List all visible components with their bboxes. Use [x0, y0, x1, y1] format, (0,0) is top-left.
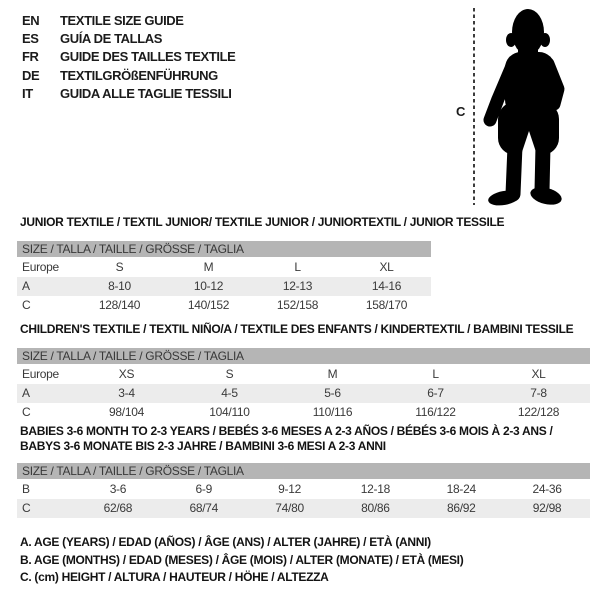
table-row [17, 480, 590, 499]
section-heading: CHILDREN'S TEXTILE / TEXTIL NIÑO/A / TEXTILE DES ENFANTS / KINDERTEXTIL / BAMBINI TESSILE [20, 322, 574, 336]
language-code: FR [22, 49, 39, 65]
size-table [17, 348, 590, 422]
size-cell: 68/74 [189, 501, 218, 515]
size-cell: 12-18 [360, 482, 390, 496]
size-cell: 140/152 [187, 298, 230, 312]
size-cell: M [203, 260, 214, 274]
guide-title: GUIDE DES TAILLES TEXTILE [60, 49, 236, 65]
size-cell: 74/80 [275, 501, 304, 515]
size-cell: M [327, 367, 338, 381]
legend-line: C. (cm) HEIGHT / ALTURA / HAUTEUR / HÖHE / ALTEZZA [20, 570, 329, 585]
size-cell: 5-6 [324, 386, 341, 400]
size-cell: 12-13 [282, 279, 313, 293]
table-row [17, 258, 431, 277]
language-row [22, 48, 235, 66]
table-row [17, 296, 431, 315]
size-cell: XS [118, 367, 135, 381]
size-cell: S [225, 367, 234, 381]
size-cell: 4-5 [221, 386, 238, 400]
size-cell: 128/140 [98, 298, 141, 312]
language-code: IT [22, 86, 33, 102]
guide-title: TEXTILE SIZE GUIDE [60, 12, 184, 28]
size-cell: 24-36 [532, 482, 562, 496]
legend-line: A. AGE (YEARS) / EDAD (AÑOS) / ÂGE (ANS) / ALTER (JAHRE) / ETÀ (ANNI) [20, 535, 431, 549]
size-cell: 110/116 [312, 405, 353, 419]
row-label: Europe [22, 260, 59, 274]
row-label: A [22, 279, 30, 293]
table-row [17, 403, 590, 422]
guide-title: GUIDA ALLE TAGLIE TESSILI [60, 86, 232, 102]
size-cell: 158/170 [365, 298, 408, 312]
row-label: Europe [22, 367, 59, 381]
size-cell: XL [531, 367, 546, 381]
section-heading: JUNIOR TEXTILE / TEXTIL JUNIOR/ TEXTILE JUNIOR / JUNIORTEXTIL / JUNIOR TESSILE [20, 215, 505, 229]
row-label: C [22, 298, 31, 312]
row-label: C [22, 501, 31, 515]
table-header-bar: SIZE / TALLA / TAILLE / GRÖSSE / TAGLIA [17, 348, 590, 364]
height-measure-label: C [456, 104, 466, 119]
size-cell: 18-24 [446, 482, 476, 496]
section-heading: BABIES 3-6 MONTH TO 2-3 YEARS / BEBÉS 3-6 MESES A 2-3 AÑOS / BÉBÉS 3-6 MOIS À 2-3 ANS / BABYS 3-6 MONATE BIS 2-3 JAHRE / BAMBINI 3-6 MESI A 2-3 ANNI [20, 424, 553, 453]
size-cell: 8-10 [108, 279, 131, 293]
table-header-bar: SIZE / TALLA / TAILLE / GRÖSSE / TAGLIA [17, 241, 431, 257]
size-cell: 116/122 [415, 405, 456, 419]
size-cell: 152/158 [276, 298, 319, 312]
size-cell: 92/98 [532, 501, 562, 515]
size-cell: 98/104 [109, 405, 144, 419]
language-row [22, 66, 235, 84]
language-code: DE [22, 67, 40, 83]
language-code: ES [22, 31, 39, 47]
height-measure-line [473, 8, 475, 205]
table-row [17, 277, 431, 296]
guide-title: GUÍA DE TALLAS [60, 31, 163, 47]
language-row [22, 29, 235, 47]
table-row [17, 365, 590, 384]
table-header-bar: SIZE / TALLA / TAILLE / GRÖSSE / TAGLIA [17, 463, 590, 479]
size-cell: L [294, 260, 301, 274]
size-cell: 104/110 [209, 405, 250, 419]
size-cell: 10-12 [193, 279, 224, 293]
size-cell: 6-9 [195, 482, 212, 496]
guide-title: TEXTILGRÖßENFÜHRUNG [60, 67, 218, 83]
language-title-list [22, 11, 235, 103]
row-label: C [22, 405, 31, 419]
size-table [17, 463, 590, 518]
size-cell: 7-8 [530, 386, 547, 400]
size-cell: 62/68 [103, 501, 133, 515]
size-cell: L [432, 367, 439, 381]
language-row [22, 85, 235, 103]
measure-legend [20, 534, 463, 587]
size-cell: 80/86 [361, 501, 390, 515]
size-cell: 14-16 [371, 279, 402, 293]
size-cell: 9-12 [278, 482, 301, 496]
table-row [17, 499, 590, 518]
size-cell: 3-6 [109, 482, 127, 496]
legend-line: B. AGE (MONTHS) / EDAD (MESES) / ÂGE (MOIS) / ALTER (MONATE) / ETÀ (MESI) [20, 552, 464, 567]
size-cell: 86/92 [446, 501, 476, 515]
language-code: EN [22, 12, 40, 28]
size-cell: S [115, 260, 124, 274]
size-cell: 6-7 [427, 386, 444, 400]
size-table [17, 241, 431, 315]
size-cell: 3-4 [118, 386, 135, 400]
toddler-silhouette-icon [482, 4, 574, 210]
size-cell: XL [379, 260, 394, 274]
row-label: A [22, 386, 30, 400]
language-row [22, 11, 235, 29]
row-label: B [22, 482, 30, 496]
table-row [17, 384, 590, 403]
size-cell: 122/128 [517, 405, 560, 419]
